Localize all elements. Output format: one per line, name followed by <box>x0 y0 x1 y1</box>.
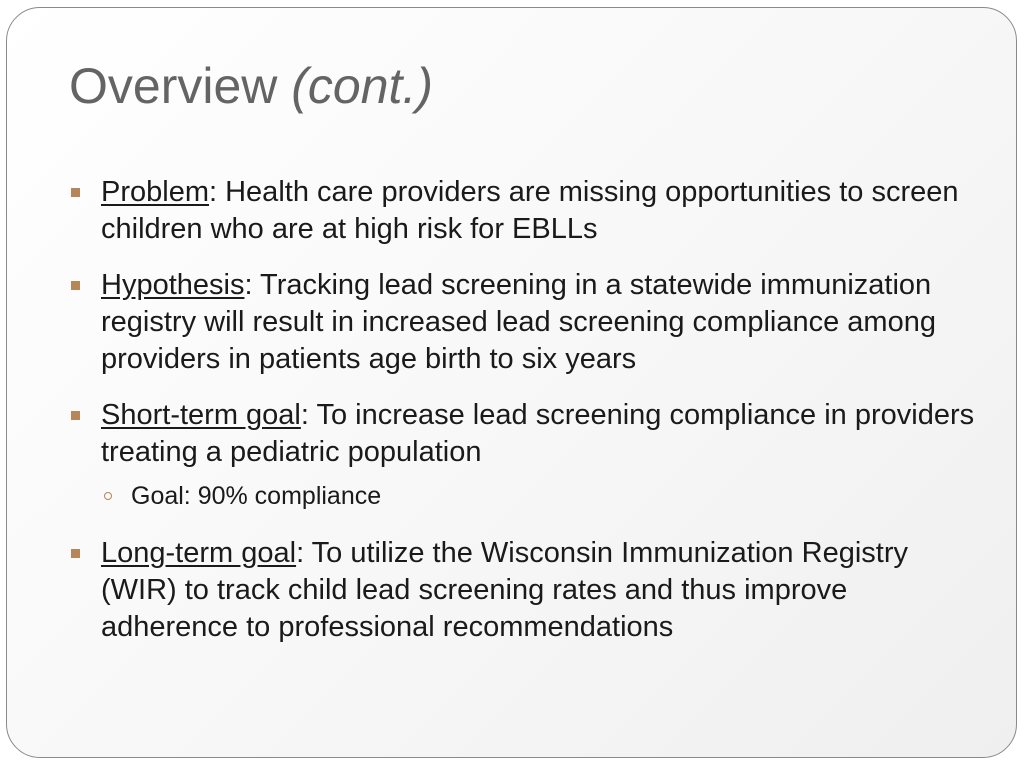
title-main: Overview <box>69 58 278 114</box>
bullet-long-term-goal <box>69 535 989 646</box>
square-bullet-icon <box>71 188 80 197</box>
bullet-term: Short-term goal <box>101 399 301 431</box>
bullet-hypothesis <box>69 267 989 378</box>
sub-bullet-goal <box>69 481 989 512</box>
slide-frame <box>6 7 1017 758</box>
ring-bullet-icon <box>104 492 112 500</box>
slide-body <box>69 174 989 665</box>
bullet-text: : To increase lead screening compliance in providers treating a pediatric population <box>101 399 975 468</box>
bullet-term: Long-term goal <box>101 537 297 569</box>
bullet-short-term-goal <box>69 397 989 471</box>
bullet-text: : To utilize the Wisconsin Immunization Registry (WIR) to track child lead screening rates and thus improve adherence to professional recommendations <box>101 537 908 643</box>
bullet-term: Hypothesis <box>101 269 245 301</box>
title-suffix: (cont.) <box>291 58 433 114</box>
bullet-problem <box>69 174 989 248</box>
sub-bullet-text: Goal: 90% compliance <box>131 482 382 510</box>
square-bullet-icon <box>71 281 80 290</box>
bullet-text: : Tracking lead screening in a statewide immunization registry will result in increased lead screening compliance among providers in patients age birth to six years <box>101 269 936 375</box>
bullet-text: : Health care providers are missing opportunities to screen children who are at high risk for EBLLs <box>101 176 959 245</box>
square-bullet-icon <box>71 549 80 558</box>
bullet-term: Problem <box>101 176 209 208</box>
square-bullet-icon <box>71 411 80 420</box>
slide-title <box>69 58 433 116</box>
